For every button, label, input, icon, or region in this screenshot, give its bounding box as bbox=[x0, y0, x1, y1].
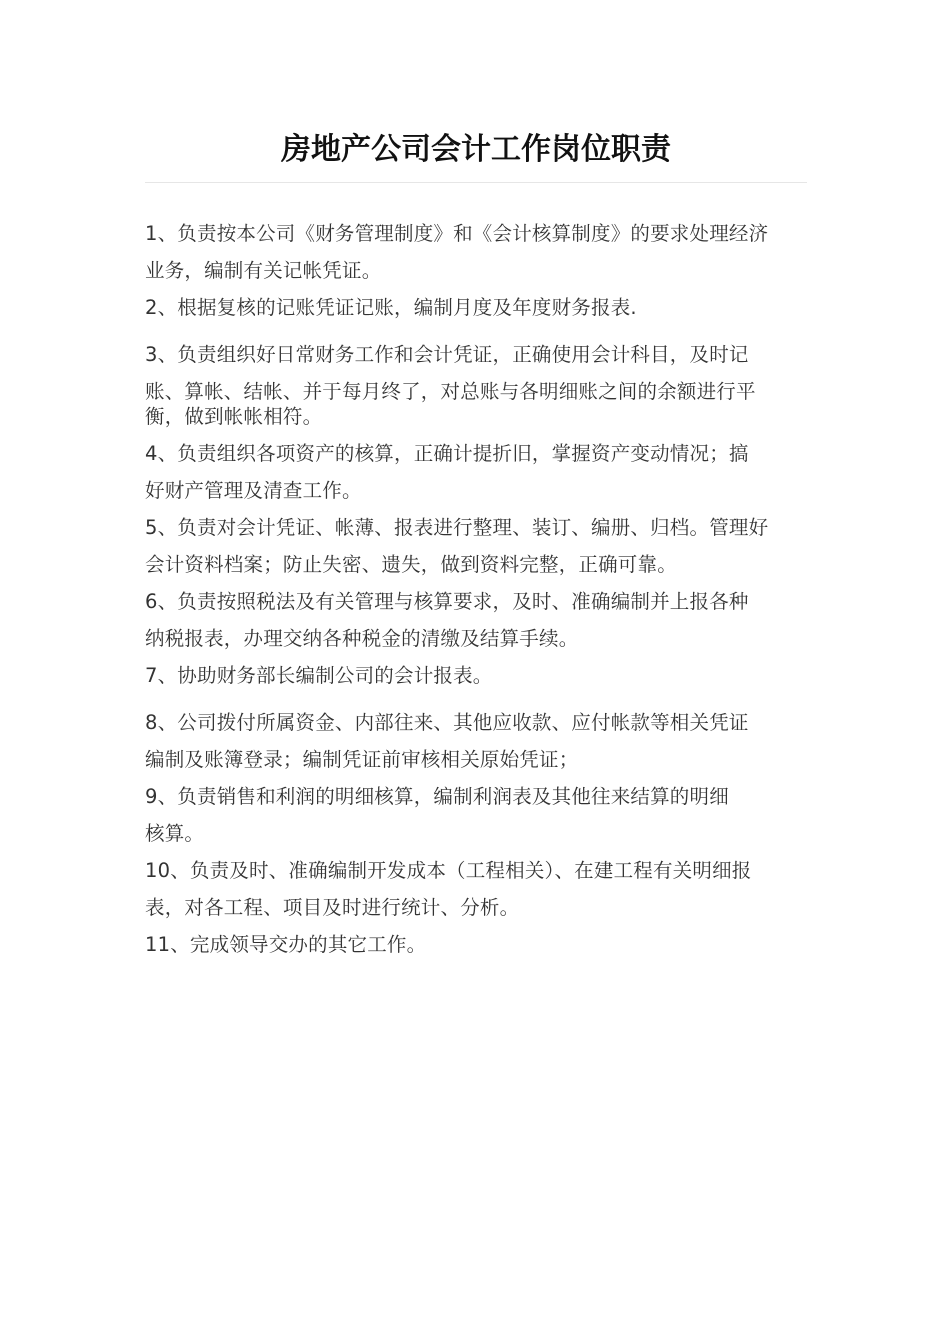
duty-line: 编制及账簿登录；编制凭证前审核相关原始凭证； bbox=[145, 748, 579, 771]
duty-item-8 bbox=[145, 704, 807, 778]
document-title: 房地产公司会计工作岗位职责 bbox=[281, 132, 671, 167]
duty-line: 表，对各工程、项目及时进行统计、分析。 bbox=[145, 896, 520, 919]
duty-line: 业务，编制有关记帐凭证。 bbox=[145, 259, 382, 282]
duty-line: 8、公司拨付所属资金、内部往来、其他应收款、应付帐款等相关凭证 bbox=[145, 711, 749, 734]
duty-line: 账、算帐、结帐、并于每月终了，对总账与各明细账之间的余额进行平 bbox=[145, 380, 756, 403]
duty-item-3 bbox=[145, 336, 807, 435]
duty-item-11 bbox=[145, 926, 807, 963]
duty-item-5 bbox=[145, 509, 807, 583]
duty-line: 1、负责按本公司《财务管理制度》和《会计核算制度》的要求处理经济 bbox=[145, 222, 769, 245]
duty-line: 7、协助财务部长编制公司的会计报表。 bbox=[145, 664, 493, 687]
duty-line: 2、根据复核的记账凭证记账，编制月度及年度财务报表. bbox=[145, 296, 637, 319]
duty-list bbox=[145, 215, 807, 963]
duty-line: 5、负责对会计凭证、帐薄、报表进行整理、装订、编册、归档。管理好 bbox=[145, 516, 769, 539]
duty-line: 9、负责销售和利润的明细核算，编制利润表及其他往来结算的明细 bbox=[145, 785, 729, 808]
duty-item-6 bbox=[145, 583, 807, 657]
duty-line: 3、负责组织好日常财务工作和会计凭证，正确使用会计科目，及时记 bbox=[145, 343, 749, 366]
duty-line: 好财产管理及清查工作。 bbox=[145, 479, 362, 502]
duty-line: 4、负责组织各项资产的核算，正确计提折旧，掌握资产变动情况；搞 bbox=[145, 442, 749, 465]
duty-line: 衡，做到帐帐相符。 bbox=[145, 405, 323, 428]
duty-line: 纳税报表，办理交纳各种税金的清缴及结算手续。 bbox=[145, 627, 579, 650]
document-page bbox=[145, 0, 807, 963]
duty-item-4 bbox=[145, 435, 807, 509]
duty-line: 6、负责按照税法及有关管理与核算要求，及时、准确编制并上报各种 bbox=[145, 590, 749, 613]
duty-line: 核算。 bbox=[145, 822, 205, 845]
duty-item-7 bbox=[145, 657, 807, 694]
duty-item-2 bbox=[145, 289, 807, 326]
duty-line: 10、负责及时、准确编制开发成本（工程相关）、在建工程有关明细报 bbox=[145, 859, 752, 882]
duty-line: 会计资料档案；防止失密、遗失，做到资料完整，正确可靠。 bbox=[145, 553, 677, 576]
duty-line: 11、完成领导交办的其它工作。 bbox=[145, 933, 427, 956]
duty-item-1 bbox=[145, 215, 807, 289]
duty-item-9 bbox=[145, 778, 807, 852]
title-divider bbox=[145, 182, 807, 183]
duty-item-10 bbox=[145, 852, 807, 926]
